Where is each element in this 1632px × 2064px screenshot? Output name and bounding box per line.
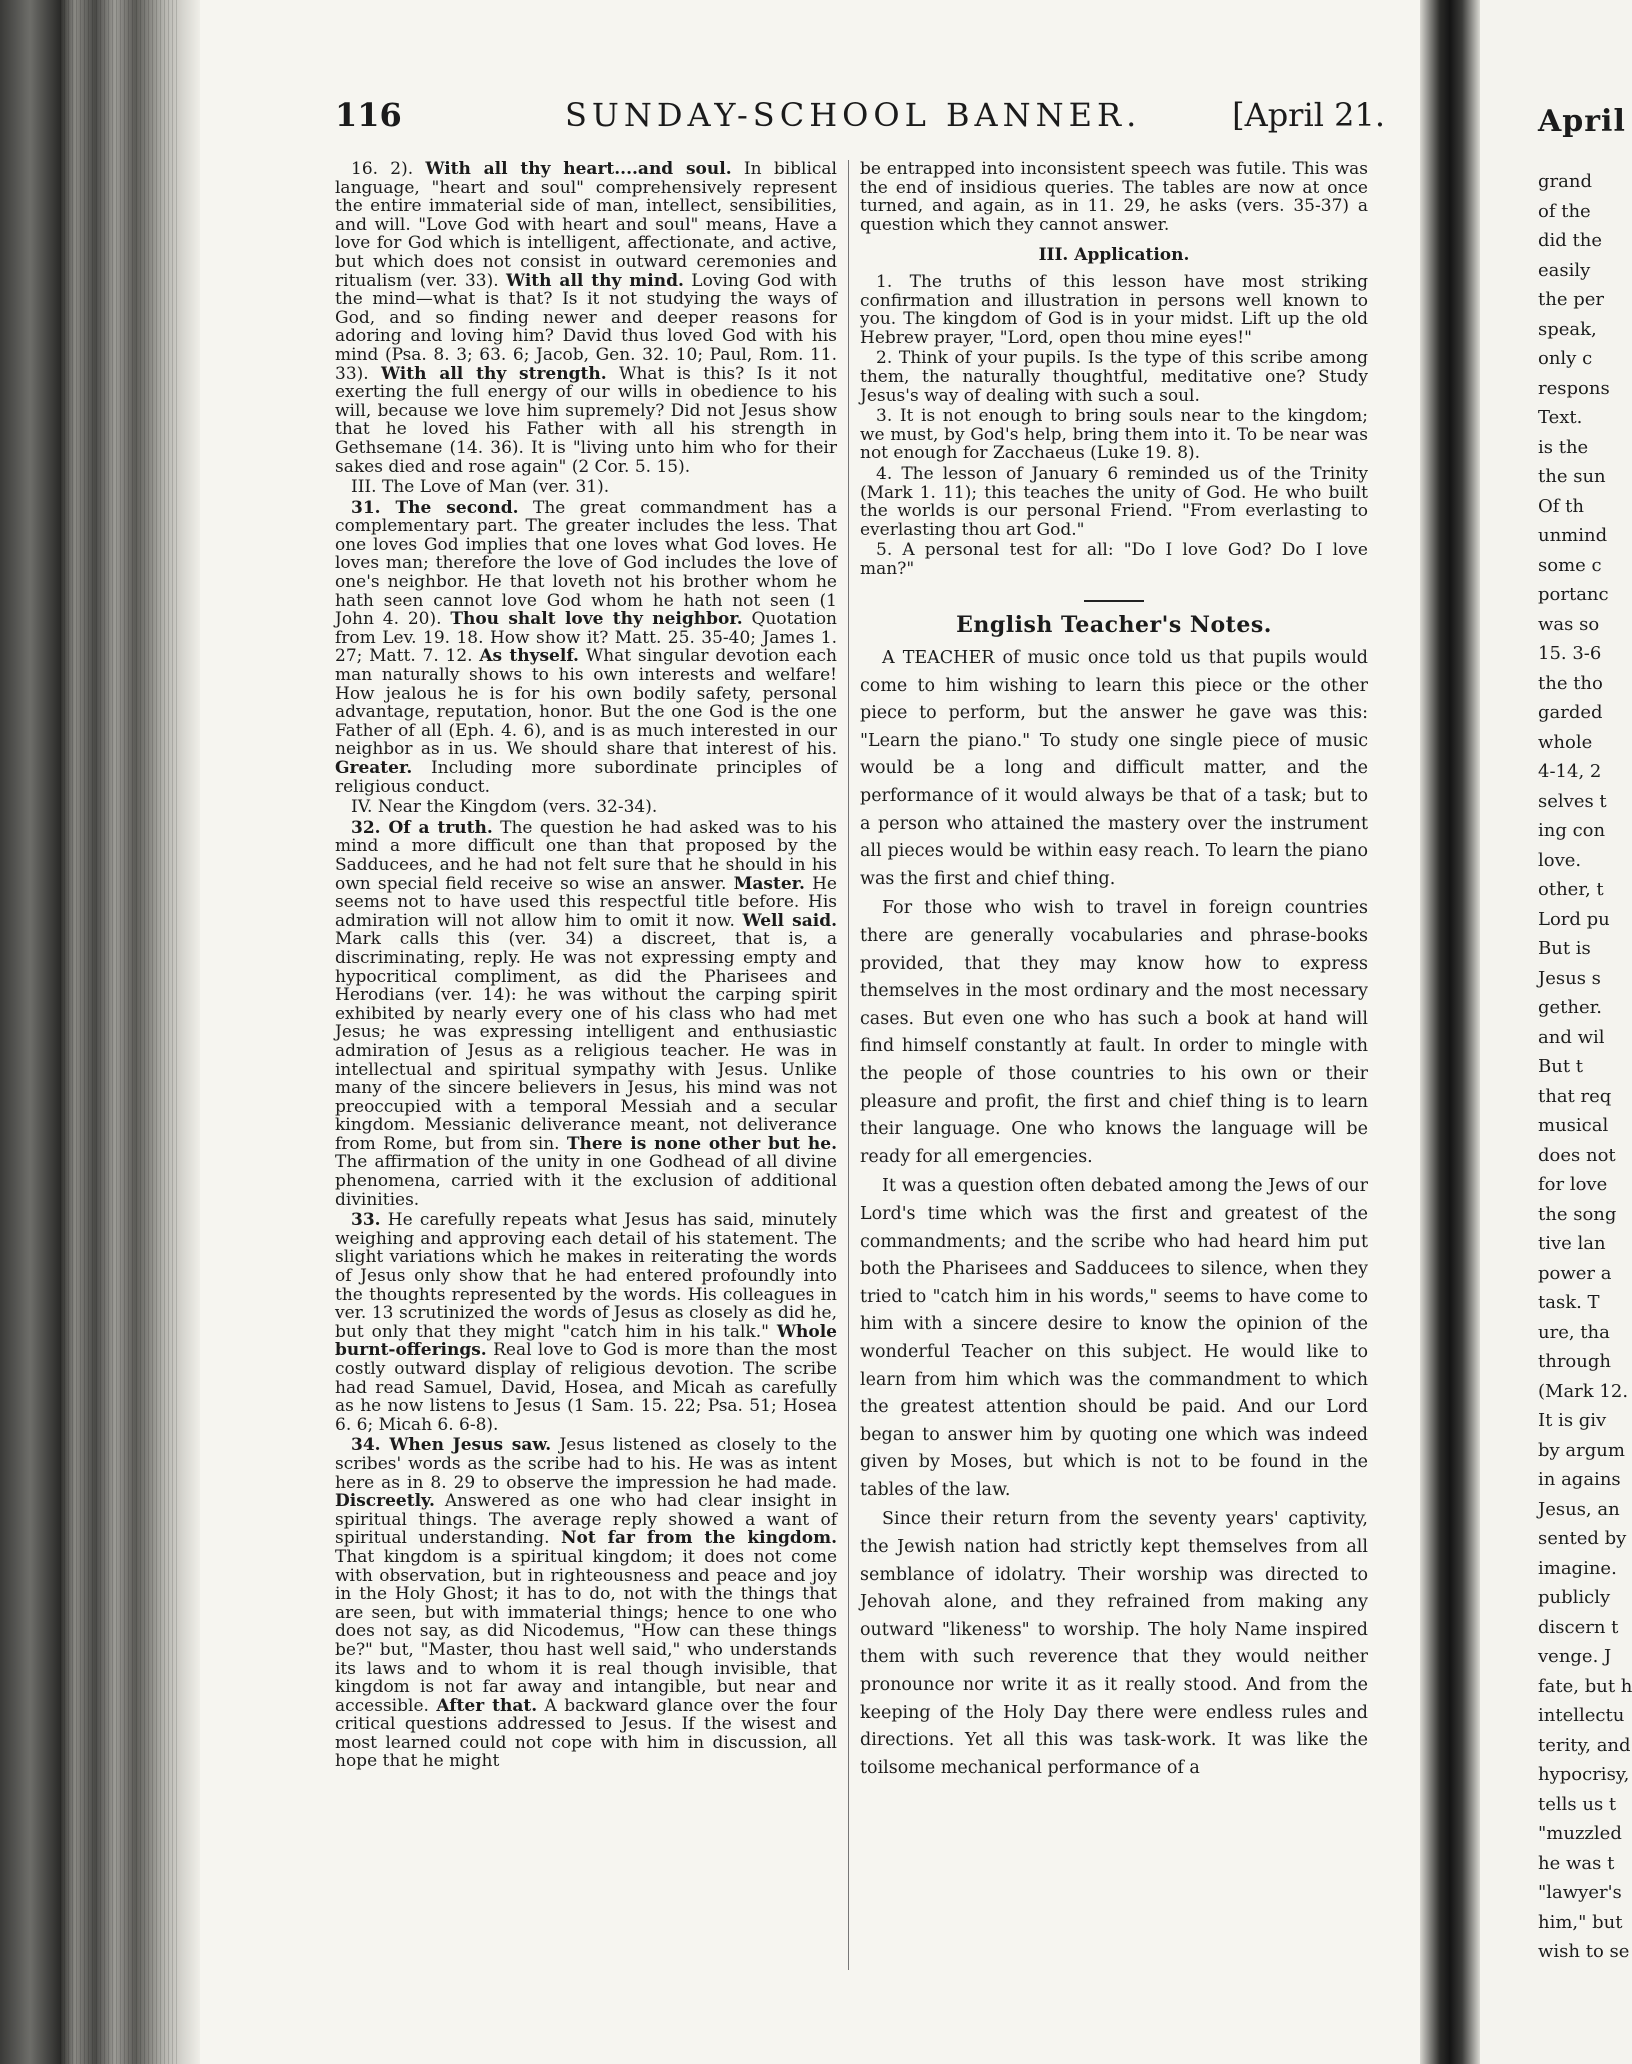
facing-page-fragment: whole	[1538, 731, 1593, 753]
facing-page-fragment: grand	[1538, 171, 1592, 192]
facing-page-fragment: tive lan	[1538, 1233, 1606, 1254]
facing-page-fragment: and wil	[1538, 1026, 1605, 1048]
column-rule	[848, 160, 849, 1970]
facing-page-fragment: only c	[1538, 348, 1593, 369]
english-notes-body	[860, 645, 1368, 1782]
facing-page-fragment: (Mark 12.	[1538, 1380, 1629, 1402]
facing-page-fragment: But t	[1538, 1056, 1584, 1077]
facing-page-fragment: Jesus, an	[1538, 1498, 1620, 1520]
right-page-fragment	[1480, 0, 1632, 2064]
facing-page-fragment: task. T	[1538, 1292, 1600, 1313]
application-item: 4. The lesson of January 6 reminded us of the Trinity (Mark 1. 11); this teaches the unity of God. He who built the worlds is our personal Friend. "From everlasting to everlasting thou art God."	[860, 463, 1368, 540]
facing-page-fragment: in agains	[1538, 1469, 1621, 1490]
facing-page-fragment: terity, and	[1538, 1734, 1631, 1756]
facing-page-fragment: 15. 3-6	[1538, 643, 1602, 664]
page-gutter	[1420, 0, 1480, 2064]
page-number: 116	[335, 96, 402, 134]
notes-paragraph: It was a question often debated among the Jews of our Lord's time which was the first and greatest of the commandments; and the scribe who had heard him put both the Pharisees and Sadducees to silence, when they tried to "catch him in his words," seems to have come to him with a sincere desire to know the opinion of the wonderful Teacher on this subject. He would like to learn from him which was the commandment to which the greatest attention should be paid. And our Lord began to answer him by quoting one which was indeed given by Moses, but which is not to be found in the tables of the law.	[860, 1176, 1368, 1500]
facing-page-fragment: discern t	[1538, 1616, 1619, 1638]
facing-page-fragment: intellectu	[1538, 1705, 1625, 1726]
application-list	[860, 273, 1368, 579]
facing-page-fragment: other, t	[1538, 879, 1604, 900]
commentary-paragraph: III. The Love of Man (ver. 31).	[351, 477, 610, 498]
facing-page-fragment: "lawyer's	[1538, 1882, 1622, 1903]
application-item: 5. A personal test for all: "Do I love God? Do I love man?"	[860, 540, 1368, 579]
facing-page-fragment: is the	[1538, 436, 1589, 458]
facing-page-fragment: ure, tha	[1538, 1321, 1610, 1343]
facing-page-fragment: It is giv	[1538, 1410, 1607, 1431]
facing-page-fragment: by argum	[1538, 1439, 1625, 1461]
facing-page-fragment: power a	[1538, 1262, 1612, 1284]
publication-title: SUNDAY-SCHOOL BANNER.	[565, 96, 1142, 134]
application-item: 3. It is not enough to bring souls near to the kingdom; we must, by God's help, bring them into it. To be near was not enough for Zacchaeus (Luke 19. 8).	[860, 406, 1368, 464]
facing-page-fragment: the song	[1538, 1203, 1617, 1225]
facing-page-fragment: Jesus s	[1538, 967, 1601, 989]
issue-date: [April 21.	[1232, 96, 1385, 134]
notes-paragraph: Since their return from the seventy years' captivity, the Jewish nation had strictly kept themselves from all semblance of idolatry. Their worship was directed to Jehovah alone, and they refrained from making any outward "likeness" to worship. The holy Name inspired them with such reverence that they would neither pronounce nor write it as it really stood. And from the keeping of the Holy Day there were endless rules and directions. Yet all this was task-work. It was like the toilsome mechanical performance of a	[860, 1509, 1368, 1778]
facing-page-fragment: was so	[1538, 613, 1600, 635]
facing-page-fragment: through	[1538, 1351, 1611, 1372]
commentary-paragraph: 34. When Jesus saw. Jesus listened as closely to the scribes' words as the scribe had to his. He was as intent here as in 8. 29 to observe the impression he had made. Discreetly. Answered as one who had clear insight in spiritual things. The average reply showed a want of spiritual understanding. Not far from the kingdom. That kingdom is a spiritual kingdom; it does not come with observation, but in righteousness and peace and joy in the Holy Ghost; it has to do, not with the things that are seen, but with immaterial things; hence to one who does not say, as did Nicodemus, "How can these things be?" but, "Master, thou hast well said," who understands its laws and to whom it is real though invisible, that kingdom is not far away and intangible, but near and accessible. After that. A backward glance over the four critical questions addressed to Jesus. If the wisest and most learned could not cope with him in discussion, all hope that he might	[335, 1435, 837, 1772]
facing-page-fragment: love.	[1538, 849, 1582, 871]
facing-page-fragment: gether.	[1538, 997, 1603, 1018]
facing-page-fragment: does not	[1538, 1144, 1616, 1166]
facing-page-fragment: for love	[1538, 1174, 1608, 1195]
facing-page-fragment: some c	[1538, 554, 1602, 576]
facing-page-fragment: that req	[1538, 1085, 1612, 1107]
facing-page-fragment: portanc	[1538, 584, 1609, 605]
commentary-paragraph: 31. The second. The great commandment has a complementary part. The greater includes the less. That one loves God implies that one loves what God loves. He loves man; therefore the love of God includes the love of one's neighbor. He that loveth not his brother whom he hath seen cannot love God whom he hath not seen (1 John 4. 20). Thou shalt love thy neighbor. Quotation from Lev. 19. 18. How show it? Matt. 25. 35-40; James 1. 27; Matt. 7. 12. As thyself. What singular devotion each man naturally shows to his own interests and welfare! How jealous he is for his own bodily safety, personal advantage, reputation, honor. But the one God is the one Father of all (Eph. 4. 6), and is as much interested in our neighbor as in us. We should share that interest of his. Greater. Including more subordinate principles of religious conduct.	[335, 497, 838, 797]
facing-page-fragment: 4-14, 2	[1538, 761, 1602, 782]
facing-page-fragment: fate, but h	[1538, 1675, 1632, 1697]
facing-page-fragment: Text.	[1538, 407, 1583, 428]
facing-page-fragment: selves t	[1538, 790, 1607, 812]
facing-page-fragment: of the	[1538, 200, 1591, 222]
facing-page-fragment: "muzzled	[1538, 1823, 1622, 1844]
facing-page-fragment: hypocrisy,	[1538, 1764, 1630, 1785]
facing-page-fragment: him," but	[1538, 1911, 1623, 1933]
facing-page-fragment: the per	[1538, 289, 1604, 310]
page-header	[335, 96, 1385, 146]
facing-page-fragment: the sun	[1538, 466, 1606, 487]
facing-page-fragment: speak,	[1538, 318, 1597, 340]
facing-page-fragment: unmind	[1538, 525, 1608, 546]
facing-page-fragment: Lord pu	[1538, 908, 1610, 930]
facing-page-fragment: wish to se	[1538, 1941, 1630, 1962]
commentary-paragraph: 33. He carefully repeats what Jesus has said, minutely weighing and approving each detail of his statement. The slight variations which he makes in reiterating the words of Jesus only show that he had entered profoundly into the thoughts represented by the words. His colleagues in ver. 13 scrutinized the words of Jesus as closely as did he, but only that they might "catch him in his talk." Whole burnt-offerings. Real love to God is more than the most costly outward display of religious devotion. The scribe had read Samuel, David, Hosea, and Micah as carefully as he now listens to Jesus (1 Sam. 15. 22; Psa. 51; Hosea 6. 6; Micah 6. 6-8).	[335, 1210, 837, 1435]
facing-page-fragment: venge. J	[1538, 1646, 1612, 1667]
facing-page-fragment: easily	[1538, 259, 1591, 281]
commentary-paragraph: 32. Of a truth. The question he had asked was to his mind a more difficult one than that proposed by the Sadducees, and he had not felt sure that he should in his own special field receive so wise an answer. Master. He seems not to have used this respectful title before. His admiration will not allow him to omit it now. Well said. Mark calls this (ver. 34) a discreet, that is, a discriminating, reply. He was not expressing empty and hypocritical compliment, as did the Pharisees and Herodians (ver. 14): he was without the carping spirit exhibited by nearly every one of his class who had met Jesus; he was expressing intelligent and enthusiastic admiration of Jesus as a religious teacher. He was in intellectual and spiritual sympathy with Jesus. Unlike many of the sincere believers in Jesus, his mind was not preoccupied with a temporal Messiah and a secular kingdom. Messianic deliverance meant, not deliverance from Rome, but from sin. There is none other but he. The affirmation of the unity in one Godhead of all divine phenomena, carried with it the exclusion of additional divinities.	[335, 817, 837, 1210]
facing-page-fragment: ing con	[1538, 820, 1606, 841]
section-divider	[1084, 600, 1144, 602]
application-item: 1. The truths of this lesson have most striking confirmation and illustration in persons well known to you. The kingdom of God is in your midst. Lift up the old Hebrew prayer, "Lord, open thou mine eyes!"	[860, 271, 1368, 348]
notes-paragraph: For those who wish to travel in foreign countries there are generally vocabularies and phrase-books provided, that they may know how to express themselves in the most ordinary and the most necessary cases. But even one who has such a book at hand will find himself constantly at fault. In order to mingle with the people of those countries to his own or their pleasure and profit, the first and chief thing is to learn their language. One who knows the language will be ready for all emergencies.	[860, 898, 1368, 1167]
notes-paragraph: A TEACHER of music once told us that pupils would come to him wishing to learn this piece or the other piece to perform, but the answer he gave was this: "Learn the piano." To study one single piece of music would be a long and difficult matter, and the performance of it would always be that of a task; but to a person who attained the mastery over the instrument all pieces would be within easy reach. To learn the piano was the first and chief thing.	[860, 648, 1368, 889]
facing-page-fragment: the tho	[1538, 672, 1603, 694]
facing-page-fragment: publicly	[1538, 1587, 1611, 1608]
commentary-paragraph: 16. 2). With all thy heart....and soul. In biblical language, "heart and soul" comprehensively represent the entire immaterial side of man, intellect, sensibilities, and will. "Love God with heart and soul" means, Have a love for God which is intelligent, affectionate, and active, but which does not consist in outward ceremonies and ritualism (ver. 33). With all thy mind. Loving God with the mind—what is that? Is it not studying the ways of God, and so finding newer and deeper reasons for adoring and loving him? David thus loved God with his mind (Psa. 8. 3; 63. 6; Jacob, Gen. 32. 10; Paul, Rom. 11. 33). With all thy strength. What is this? Is it not exerting the full energy of our wills in obedience to his will, because we love him supremely? Did not Jesus show that he loved his Father with all his strength in Gethsemane (14. 36). It is "living unto him who for their sakes died and rose again" (2 Cor. 5. 15).	[335, 159, 837, 477]
facing-page-fragment: he was t	[1538, 1852, 1615, 1874]
application-item: 2. Think of your pupils. Is the type of this scribe among them, the naturally thoughtful, meditative one? Study Jesus's way of dealing with such a soul.	[860, 348, 1368, 406]
right-running-head: April	[1538, 104, 1626, 139]
facing-page-fragment: tells us t	[1538, 1793, 1617, 1815]
page-edges	[60, 0, 180, 2064]
facing-page-fragment: did the	[1538, 230, 1603, 251]
facing-page-fragment: imagine.	[1538, 1557, 1617, 1579]
continuation-paragraph: be entrapped into inconsistent speech was futile. This was the end of insidious queries. The tables are now at once turned, and again, as in 11. 29, he asks (vers. 35-37) a question which they cannot answer.	[860, 159, 1368, 235]
facing-page-fragment: respons	[1538, 377, 1610, 399]
facing-page-fragment: musical	[1538, 1115, 1609, 1136]
right-column	[860, 160, 1368, 1970]
english-notes-heading: English Teacher's Notes.	[956, 612, 1272, 639]
left-column	[335, 160, 837, 1970]
application-heading: III. Application.	[1038, 245, 1190, 266]
facing-page-fragment: But is	[1538, 938, 1591, 959]
facing-page-fragment: garded	[1538, 702, 1603, 723]
facing-page-fragment: sented by	[1538, 1528, 1627, 1549]
commentary-paragraph: IV. Near the Kingdom (vers. 32-34).	[351, 797, 658, 818]
facing-page-fragment: Of th	[1538, 495, 1584, 517]
